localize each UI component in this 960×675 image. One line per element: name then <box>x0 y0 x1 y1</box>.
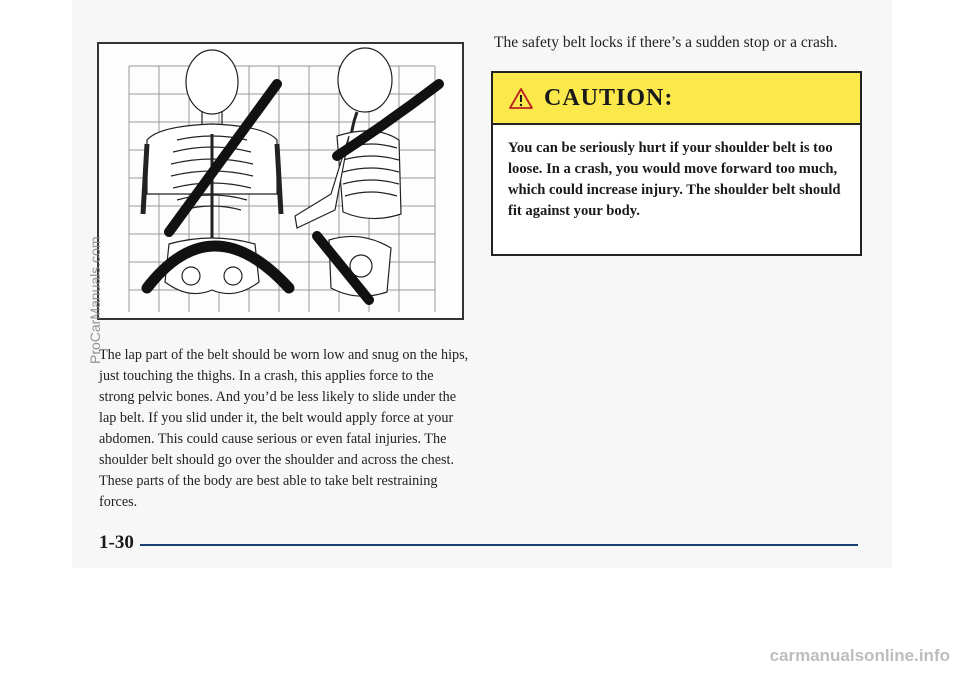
caution-title: CAUTION: <box>544 84 674 111</box>
skeleton-diagram <box>99 44 462 318</box>
caution-box <box>491 71 862 256</box>
caution-header <box>493 73 860 125</box>
seatbelt-skeleton-illustration <box>97 42 464 320</box>
warning-triangle-icon <box>508 87 534 110</box>
lap-belt-paragraph: The lap part of the belt should be worn low and snug on the hips, just touching the thighs. In a crash, this applies force to the strong pelvic bones. And you’d be less likely to slide under the lap belt. If you slid under it, the belt would apply force at your abdomen. This could cause serious or even fatal injuries. The shoulder belt should go over the shoulder and across the chest. These parts of the body are best able to take belt restraining forces. <box>99 347 469 510</box>
side-watermark: ProCarManuals.com <box>87 236 103 364</box>
side-skeleton <box>295 48 401 296</box>
caution-text: You can be seriously hurt if your shoulder belt is too loose. In a crash, you would move forward too much, which could increase injury. The shoulder belt should fit against your body. <box>508 140 841 219</box>
belt-lock-note: The safety belt locks if there’s a sudden stop or a crash. <box>494 34 838 51</box>
page-number: 1-30 <box>99 532 134 553</box>
bottom-watermark[interactable]: carmanualsonline.info <box>769 646 950 665</box>
footer-rule <box>140 544 858 546</box>
